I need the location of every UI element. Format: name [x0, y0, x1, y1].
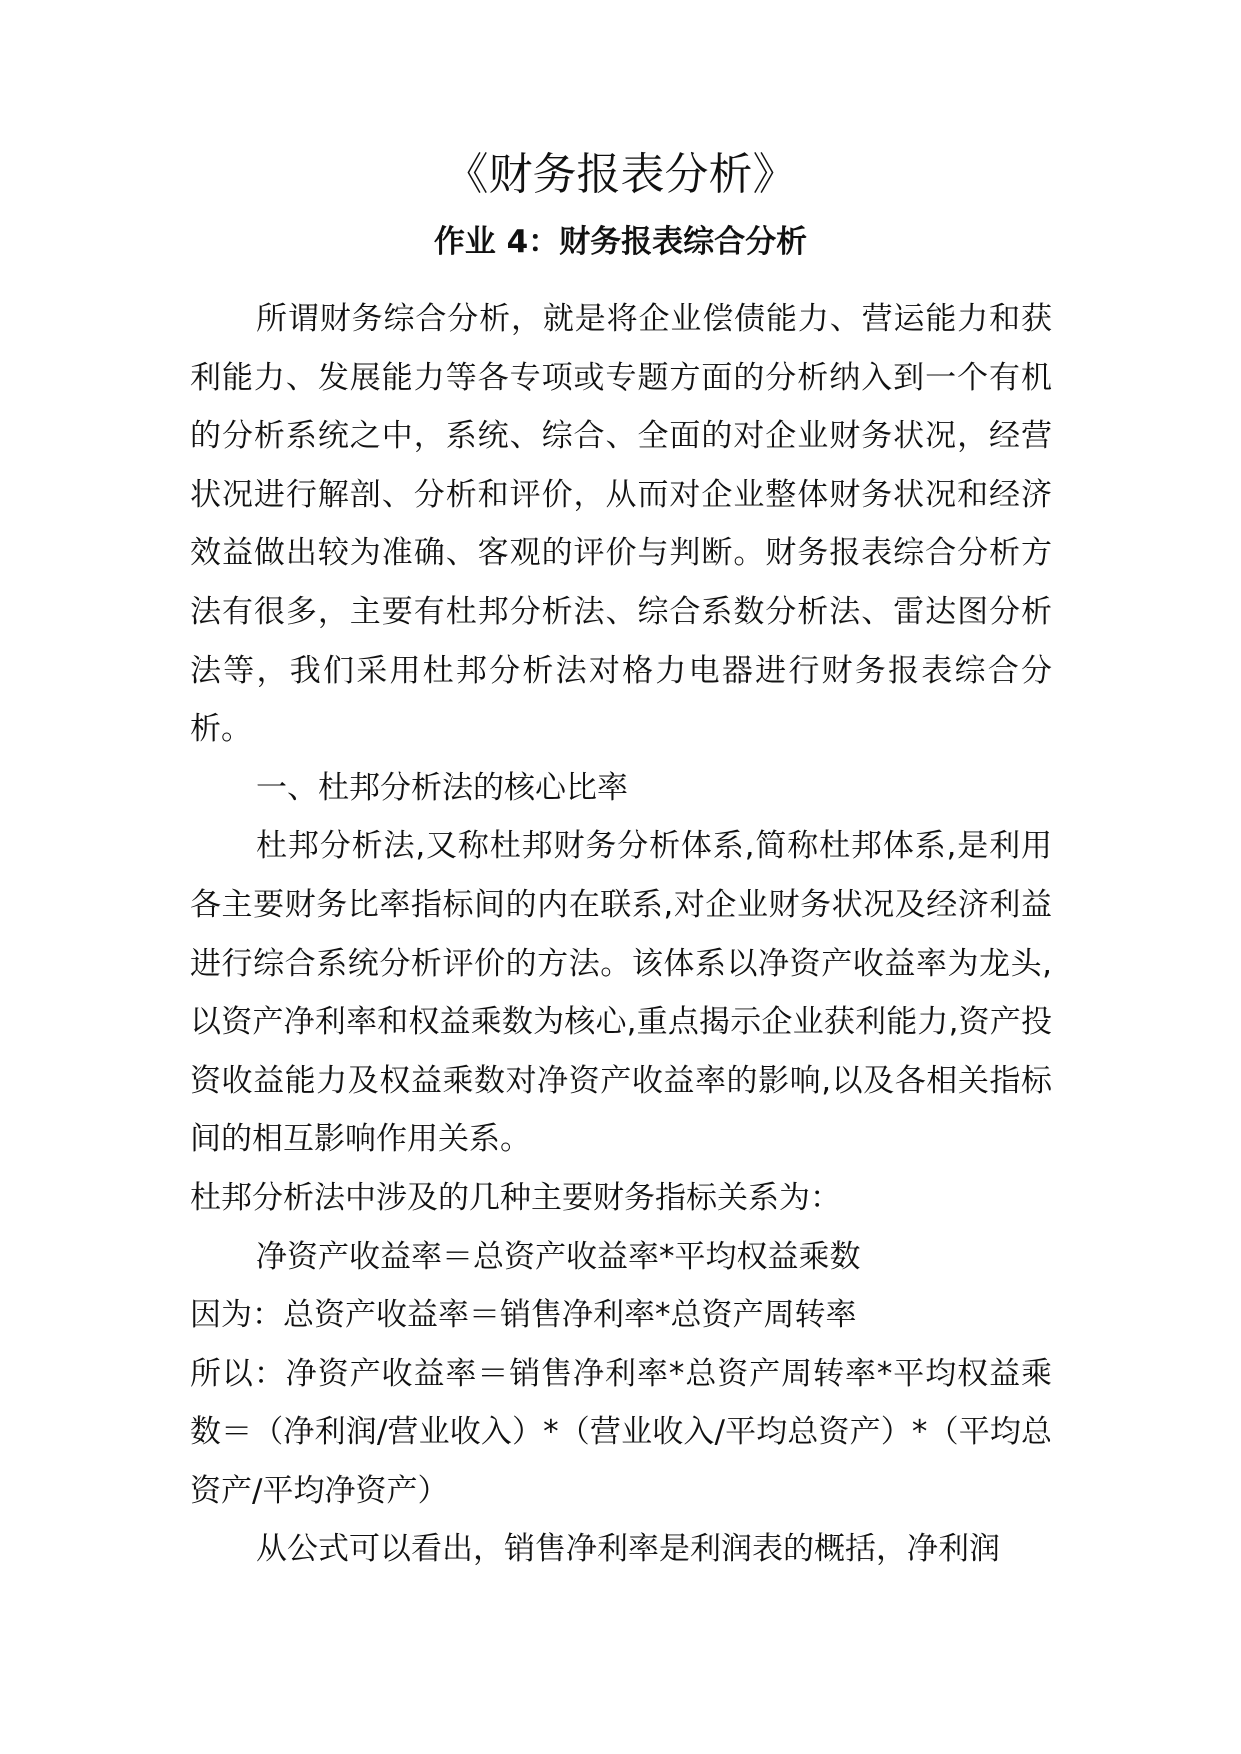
- formula-roe-expanded: 所以：净资产收益率＝销售净利率*总资产周转率*平均权益乘数＝（净利润/营业收入）*（营业收入/平均总资产）*（平均总资产/平均净资产）: [190, 1355, 1052, 1509]
- formula-roe: 净资产收益率＝总资产收益率*平均权益乘数: [256, 1238, 861, 1275]
- document-body: [190, 290, 1052, 1579]
- section-heading: 一、杜邦分析法的核心比率: [256, 769, 628, 806]
- document-title: 《财务报表分析》: [444, 149, 797, 200]
- formula-roa: 因为：总资产收益率＝销售净利率*总资产周转率: [190, 1297, 857, 1334]
- paragraph-dupont-definition: 杜邦分析法,又称杜邦财务分析体系,简称杜邦体系,是利用各主要财务比率指标间的内在联系,对企业财务状况及经济利益进行综合系统分析评价的方法。该体系以净资产收益率为龙头,以资产净利率和权益乘数为核心,重点揭示企业获利能力,资产投资收益能力及权益乘数对净资产收益率的影响,以及各相关指标间的相互影响作用关系。: [190, 828, 1052, 1158]
- paragraph-conclusion-start: 从公式可以看出，销售净利率是利润表的概括，净利润: [256, 1531, 1000, 1568]
- paragraph-relations-intro: 杜邦分析法中涉及的几种主要财务指标关系为：: [190, 1179, 841, 1216]
- document-subtitle: 作业 4：财务报表综合分析: [433, 224, 808, 260]
- paragraph-intro: 所谓财务综合分析，就是将企业偿债能力、营运能力和获利能力、发展能力等各专项或专题方面的分析纳入到一个有机的分析系统之中，系统、综合、全面的对企业财务状况，经营状况进行解剖、分析和评价，从而对企业整体财务状况和经济效益做出较为准确、客观的评价与判断。财务报表综合分析方法有很多，主要有杜邦分析法、综合系数分析法、雷达图分析法等，我们采用杜邦分析法对格力电器进行财务报表综合分析。: [190, 301, 1052, 748]
